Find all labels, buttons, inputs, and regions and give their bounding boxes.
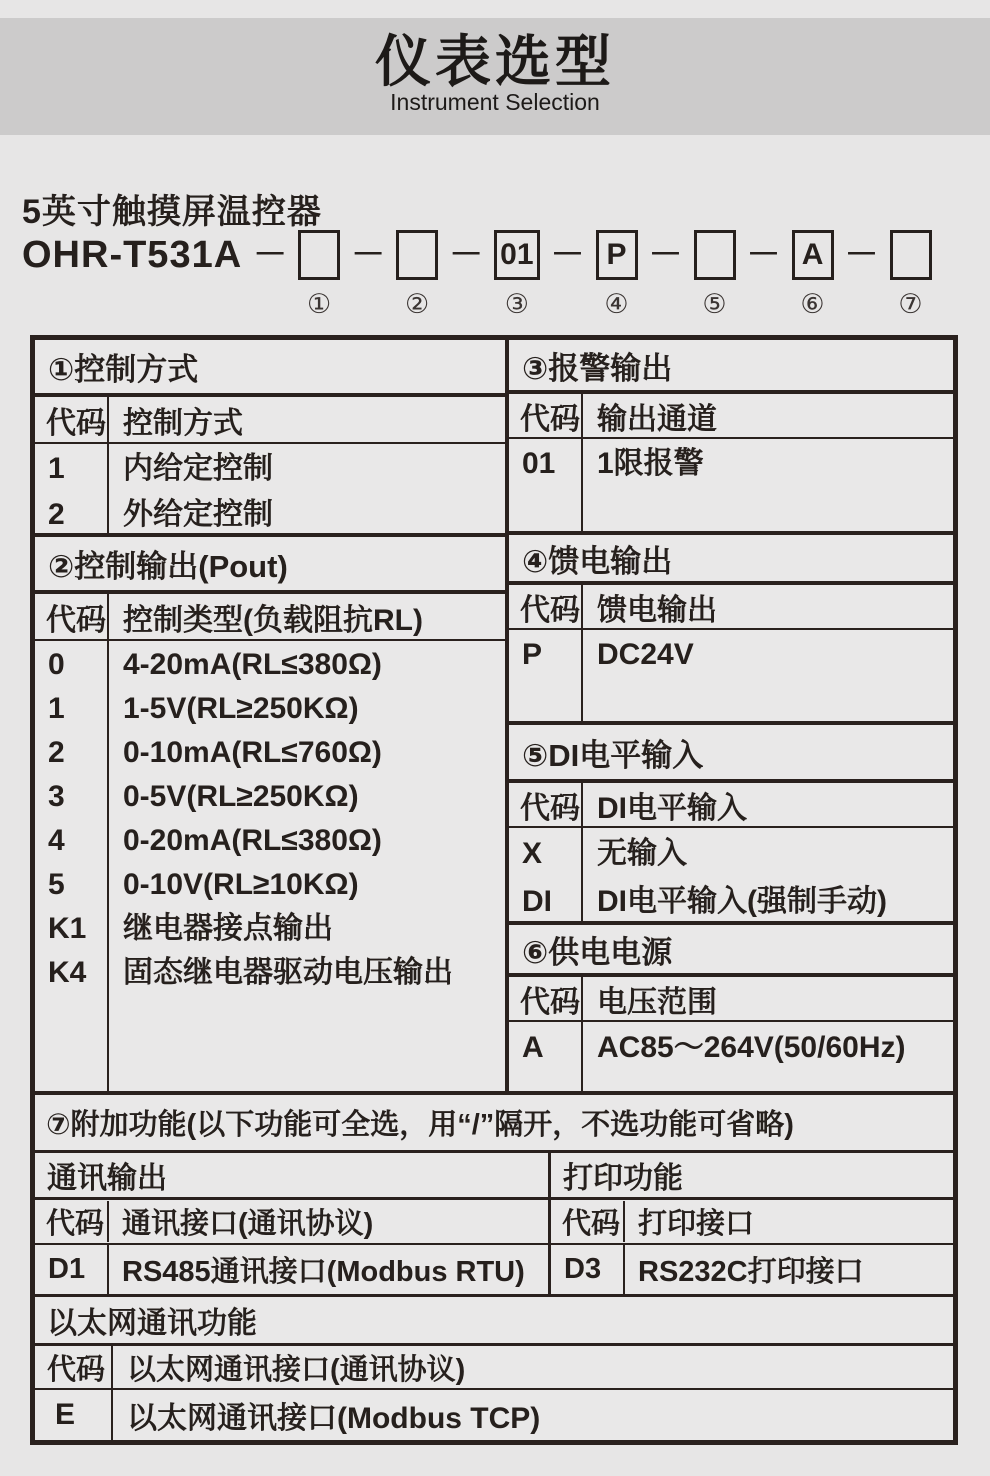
page-title: 仪表选型 — [375, 30, 615, 93]
section1-code-header: 代码 — [35, 397, 109, 442]
section2-row3-desc: 0-10mA(RL≤760Ω) — [123, 736, 382, 769]
section4-body — [509, 630, 953, 725]
section2-row4-desc: 0-5V(RL≥250KΩ) — [123, 780, 359, 813]
section1-row1-code: 1 — [48, 452, 65, 485]
page-subtitle: Instrument Selection — [390, 89, 600, 115]
section2-row3-code: 2 — [48, 736, 65, 769]
section2-row6-code: 5 — [48, 868, 65, 901]
section7 — [35, 1095, 953, 1440]
section2-title: ②控制输出(Pout) — [35, 537, 505, 594]
model-segment-4 — [596, 230, 638, 320]
section1-title: ①控制方式 — [35, 340, 505, 397]
section1-row1-desc: 内给定控制 — [123, 452, 273, 485]
model-dash: － — [550, 236, 585, 274]
section2-header-row — [35, 594, 505, 641]
print-row1-desc: RS232C打印接口 — [638, 1256, 864, 1288]
print-row1-code: D3 — [551, 1245, 625, 1294]
section5-row2-desc: DI电平输入(强制手动) — [597, 885, 887, 918]
selection-table — [30, 335, 958, 1445]
section3-body — [509, 439, 953, 535]
section1-row2-desc: 外给定控制 — [123, 498, 273, 531]
section2-row7-desc: 继电器接点输出 — [123, 912, 333, 945]
section2-row6-desc: 0-10V(RL≥10KΩ) — [123, 868, 359, 901]
section1-body — [35, 444, 505, 537]
section5-desc-header: DI电平输入 — [597, 791, 747, 825]
model-seg-number-2: ② — [405, 289, 430, 319]
section2-row5-code: 4 — [48, 824, 65, 857]
print-function-title: 打印功能 — [563, 1162, 683, 1195]
ethernet-code-header: 代码 — [35, 1346, 113, 1388]
section4-header-row — [509, 585, 953, 630]
section7-body-row — [35, 1245, 953, 1297]
comm-output-title: 通讯输出 — [35, 1153, 551, 1197]
section5-body — [509, 828, 953, 925]
print-desc-header: 打印接口 — [638, 1208, 755, 1240]
section4-title: ④馈电输出 — [509, 535, 953, 585]
section1-row2-code: 2 — [48, 498, 65, 531]
section4-code-header: 代码 — [509, 585, 583, 628]
section6-desc-header: 电压范围 — [597, 985, 717, 1019]
section3-row1-code: 01 — [522, 447, 556, 480]
section2-row8-code: K4 — [48, 956, 87, 989]
section1-header-row — [35, 397, 505, 444]
model-dash: － — [253, 236, 288, 274]
section6-row1-code: A — [522, 1031, 544, 1064]
model-seg-number-5: ⑤ — [702, 289, 727, 319]
section3-code-header: 代码 — [509, 394, 583, 437]
section7-subtitles-row — [35, 1153, 953, 1200]
section6-body — [509, 1022, 953, 1091]
comm-code-header: 代码 — [35, 1201, 109, 1242]
section3-header-row — [509, 394, 953, 439]
table-left-column — [35, 340, 509, 1091]
table-right-column — [509, 340, 953, 1091]
model-code-line — [22, 230, 932, 320]
model-segment-3 — [494, 230, 539, 320]
section5-code-header: 代码 — [509, 783, 583, 826]
section5-header-row — [509, 783, 953, 828]
section6-header-row — [509, 977, 953, 1022]
section2-row1-code: 0 — [48, 648, 65, 681]
comm-desc-header: 通讯接口(通讯协议) — [122, 1208, 374, 1240]
section6-row1-desc: AC85～264V(50/60Hz) — [597, 1031, 906, 1064]
section2-code-header: 代码 — [35, 594, 109, 639]
section4-row1-code: P — [522, 638, 543, 671]
section2-row4-code: 3 — [48, 780, 65, 813]
section2-row2-code: 1 — [48, 692, 65, 725]
section7-title: ⑦附加功能(以下功能可全选，用“/”隔开，不选功能可省略) — [35, 1095, 953, 1153]
model-dash: － — [449, 236, 484, 274]
section5-row1-desc: 无输入 — [597, 837, 687, 870]
ethernet-row1-code: E — [35, 1390, 113, 1440]
product-name: 5英寸触摸屏温控器 — [22, 193, 322, 231]
section2-row5-desc: 0-20mA(RL≤380Ω) — [123, 824, 382, 857]
section2-row1-desc: 4-20mA(RL≤380Ω) — [123, 648, 382, 681]
section3-row1-desc: 1限报警 — [597, 447, 704, 480]
model-dash: － — [351, 236, 386, 274]
model-box-7 — [890, 230, 932, 280]
section7-header-row — [35, 1200, 953, 1245]
model-dash: － — [746, 236, 781, 274]
model-dash: － — [844, 236, 879, 274]
model-segment-1 — [298, 230, 340, 320]
ethernet-body-row — [35, 1390, 953, 1440]
section4-desc-header: 馈电输出 — [597, 593, 717, 627]
section2-row7-code: K1 — [48, 912, 87, 945]
section3-title: ③报警输出 — [509, 340, 953, 394]
comm-row1-desc: RS485通讯接口(Modbus RTU) — [122, 1256, 525, 1288]
model-seg-number-4: ④ — [604, 289, 629, 319]
model-seg-number-3: ③ — [504, 289, 529, 319]
ethernet-desc-header: 以太网通讯接口(通讯协议) — [127, 1353, 466, 1386]
model-segment-7 — [890, 230, 932, 320]
model-segment-2 — [396, 230, 438, 320]
ethernet-title: 以太网通讯功能 — [35, 1297, 953, 1346]
ethernet-header-row — [35, 1346, 953, 1390]
section6-title: ⑥供电电源 — [509, 925, 953, 977]
ethernet-row1-desc: 以太网通讯接口(Modbus TCP) — [127, 1402, 541, 1435]
model-prefix: OHR-T531A — [22, 234, 243, 276]
section3-desc-header: 输出通道 — [597, 402, 717, 436]
model-seg-number-6: ⑥ — [800, 289, 825, 319]
model-box-4: P — [596, 230, 638, 280]
model-box-3: 01 — [494, 230, 539, 280]
section5-row1-code: X — [522, 837, 543, 870]
section5-row2-code: DI — [522, 885, 552, 918]
section2-row8-desc: 固态继电器驱动电压输出 — [123, 956, 453, 989]
page-header — [0, 18, 990, 135]
section2-desc-header: 控制类型(负载阻抗RL) — [123, 603, 423, 637]
section6-code-header: 代码 — [509, 977, 583, 1020]
model-box-2 — [396, 230, 438, 280]
section2-body — [35, 641, 505, 1091]
model-seg-number-1: ① — [307, 289, 332, 319]
model-box-5 — [694, 230, 736, 280]
print-code-header: 代码 — [551, 1201, 625, 1242]
comm-row1-code: D1 — [35, 1245, 109, 1294]
section2-row2-desc: 1-5V(RL≥250KΩ) — [123, 692, 359, 725]
model-box-6: A — [792, 230, 834, 280]
model-dash: － — [648, 236, 683, 274]
model-box-1 — [298, 230, 340, 280]
section1-desc-header: 控制方式 — [123, 406, 243, 440]
section5-title: ⑤DI电平输入 — [509, 725, 953, 783]
section4-row1-desc: DC24V — [597, 638, 694, 671]
model-segment-6 — [792, 230, 834, 320]
model-seg-number-7: ⑦ — [898, 289, 923, 319]
model-segment-5 — [694, 230, 736, 320]
table-top-area — [35, 340, 953, 1095]
